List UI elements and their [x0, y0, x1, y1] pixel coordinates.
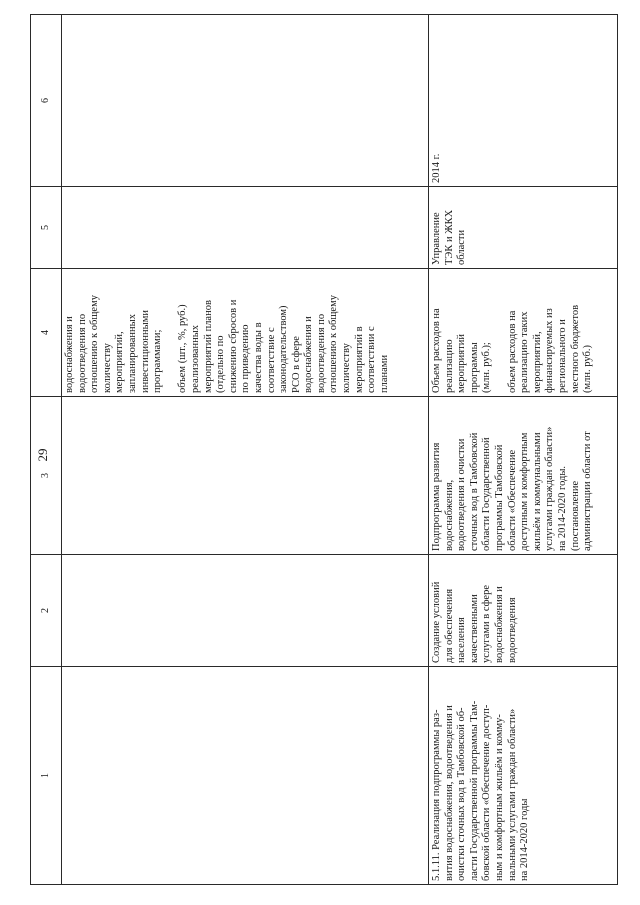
- cell-goal: Создание условий для обеспечения населения качественными услугами в сфере водоснабжения и водоотведения: [429, 555, 618, 667]
- column-header-4: 4: [31, 269, 62, 397]
- cell-deadline: 2014 г.: [429, 15, 618, 187]
- cell-responsible: Управление ТЭК и ЖКХ области: [429, 187, 618, 269]
- column-header-3: 3: [31, 397, 62, 555]
- cell-measure-name: 5.1.11. Реализация подпрограммы раз- вития водоснабжения, водоотведения и очистки сточных вод в Тамбовской об- ласти Государственной программы Там- бовской области «Обеспечение доступ- ным и комфортным жильём и комму- нальными услугами граждан области» на 2014-2020 годы: [429, 667, 618, 885]
- cell-indicators: Объем расходов на реализацию мероприятий программы (млн. руб.); объем расходов на реализацию таких мероприятий, финансируемых из регионального и местного бюджетов (млн. руб.): [429, 269, 618, 397]
- header-row: [31, 15, 62, 885]
- cell-responsible: [62, 187, 429, 269]
- cell-measure-name: [62, 667, 429, 885]
- column-header-2: 2: [31, 555, 62, 667]
- column-header-1: 1: [31, 667, 62, 885]
- column-header-5: 5: [31, 187, 62, 269]
- cell-goal: [62, 555, 429, 667]
- column-header-6: 6: [31, 15, 62, 187]
- plan-table: [30, 14, 618, 885]
- table-row: [429, 15, 618, 885]
- rotated-table-container: [30, 15, 612, 885]
- page-number: 29: [35, 448, 50, 462]
- cell-document: Подпрограмма развития водоснабжения, водоотведения и очистки сточных вод в Тамбовской области Государственной программы Тамбовской области «Обеспечение доступным и комфортным жильём и коммунальными услугами граждан области» на 2014-2020 годы. (постановление администрации области от: [429, 397, 618, 555]
- table-row: [62, 15, 429, 885]
- cell-document: [62, 397, 429, 555]
- cell-deadline: [62, 15, 429, 187]
- cell-indicators: водоснабжения и водоотведения по отношению к общему количеству мероприятий, запланированных инвестиционными программами; объем (шт., %, руб.) реализованных мероприятий планов (отдельно по снижению сбросов и по приведению качества воды в соответствие с законодательством) РСО в сфере водоснабжения и водоотведения по отношению к общему количеству мероприятий в соответствии с планами: [62, 269, 429, 397]
